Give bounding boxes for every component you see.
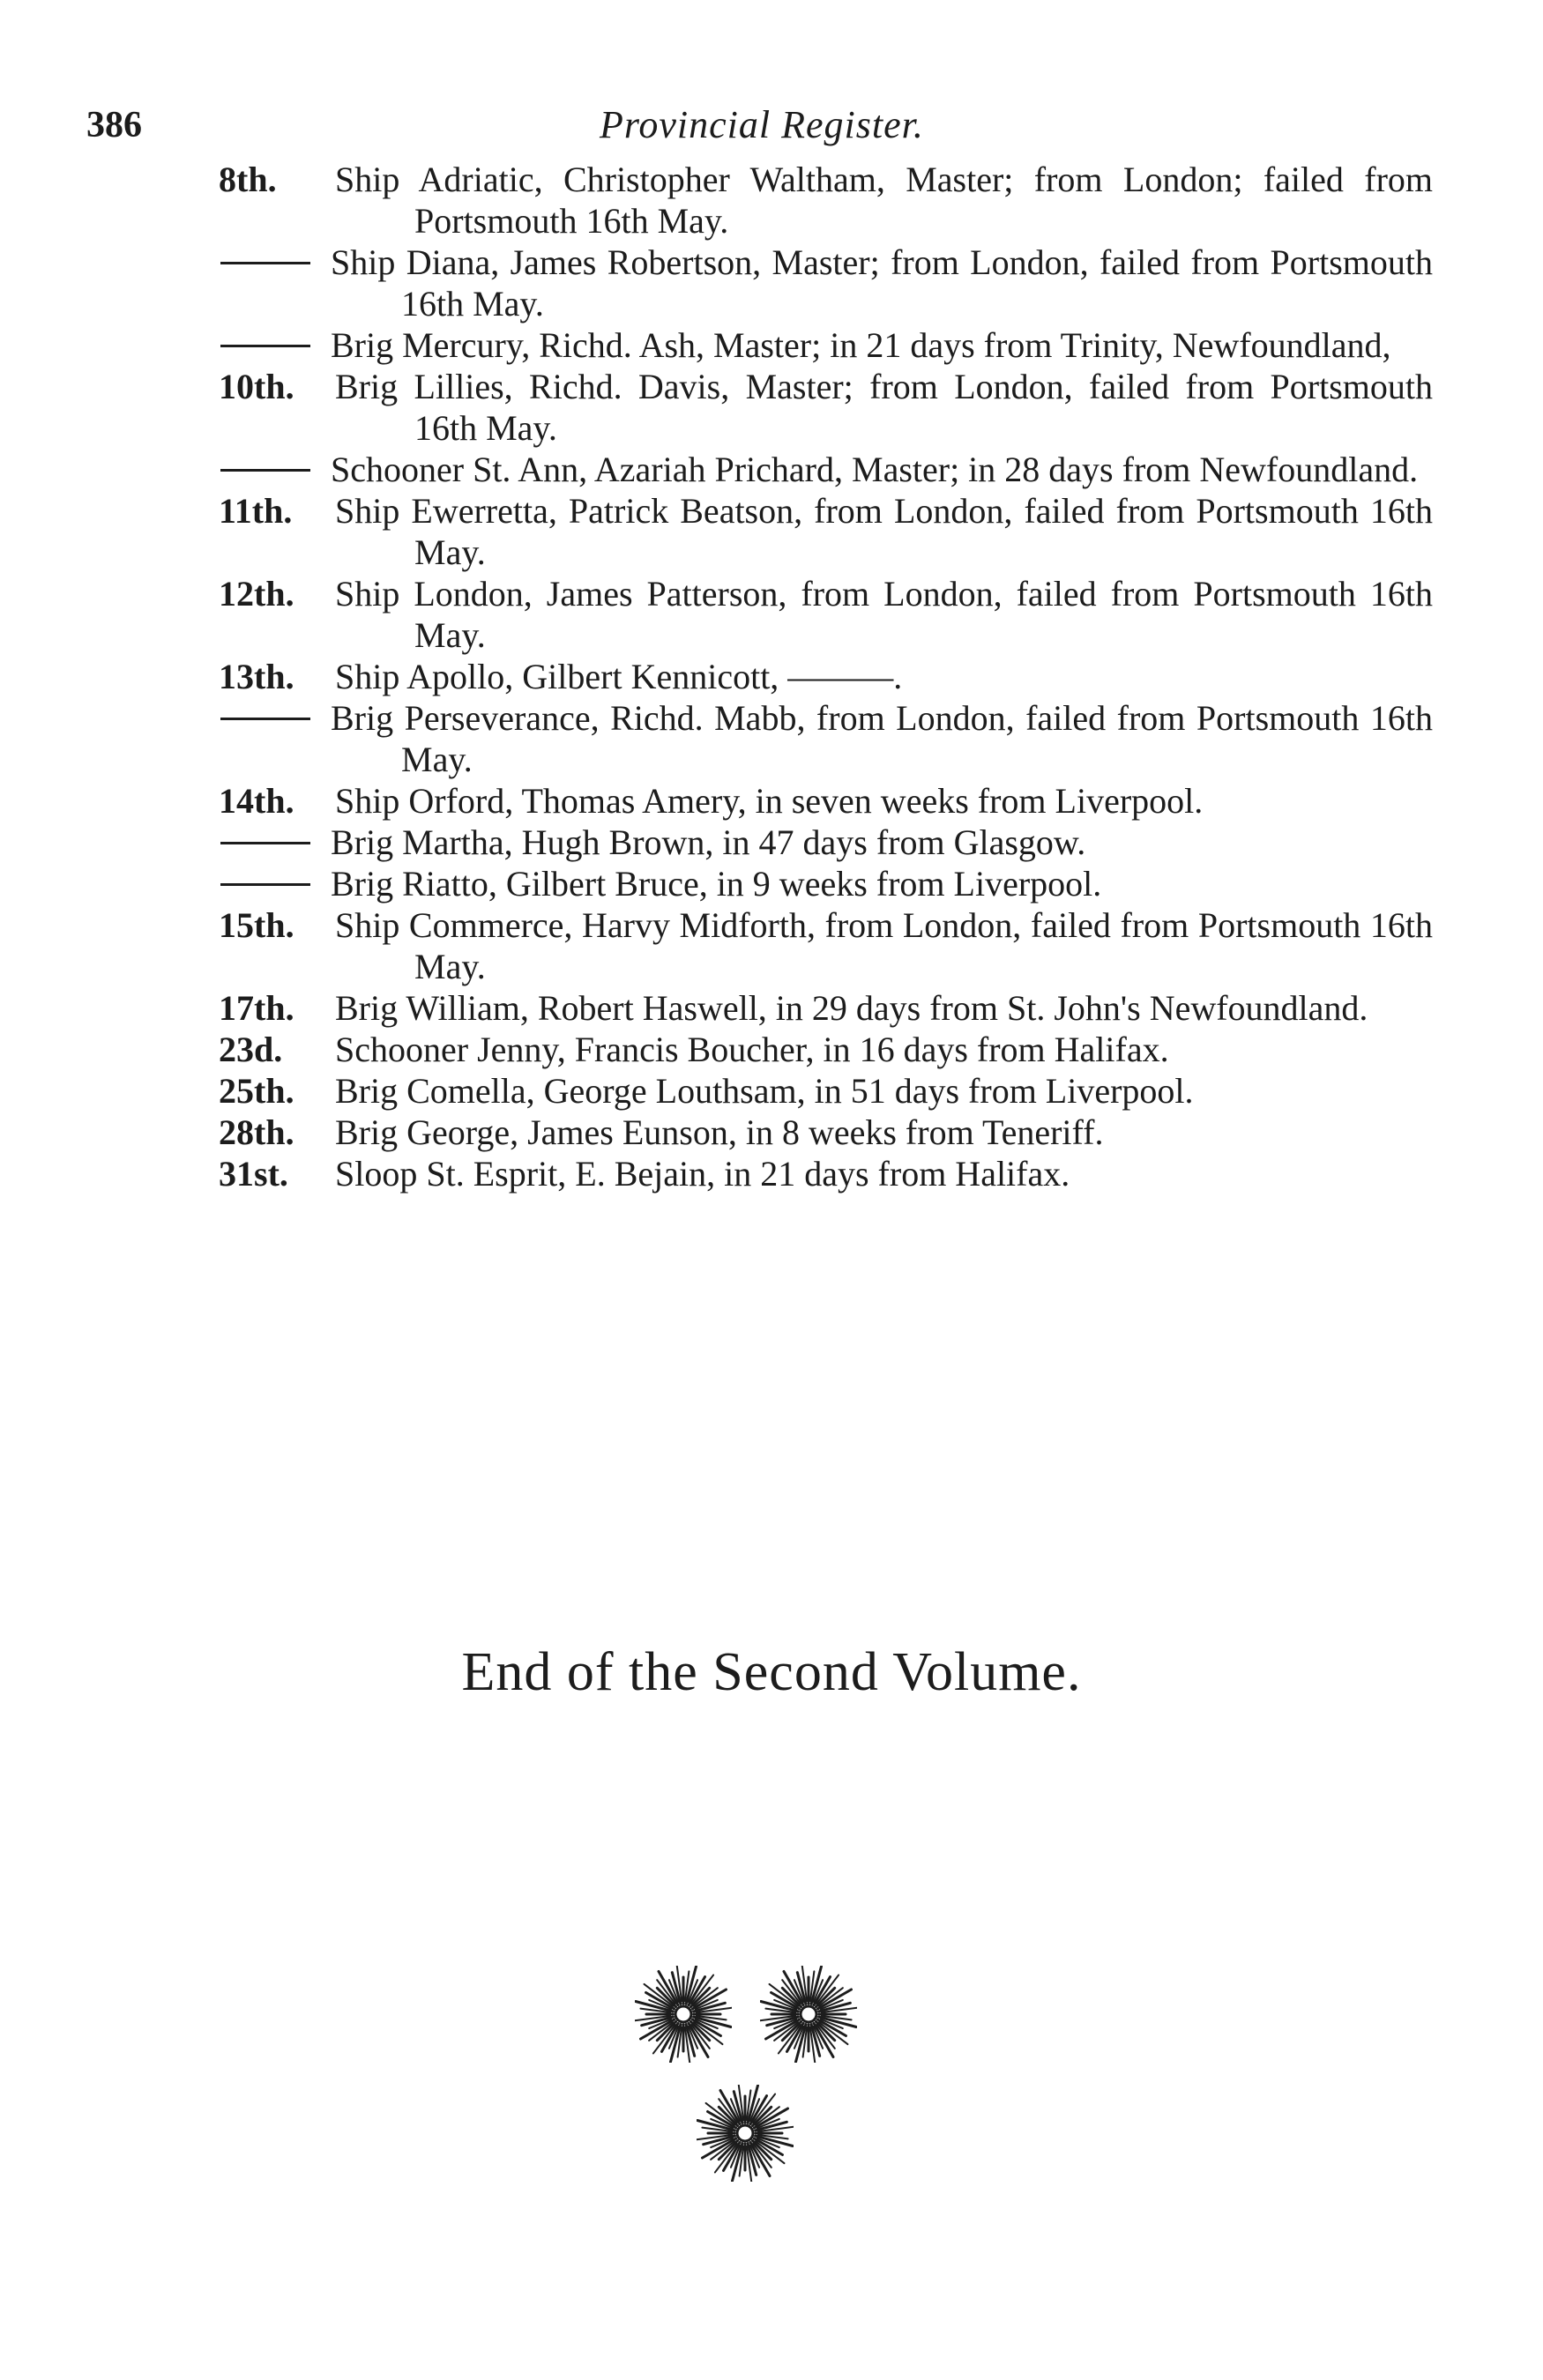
entry-date <box>219 242 333 283</box>
running-head: Provincial Register. <box>600 103 924 146</box>
entry-date <box>219 863 333 904</box>
entry-date <box>219 449 333 490</box>
entry-text: Ship Ewerretta, Patrick Beatson, from London, failed from Portsmouth 16th May. <box>335 491 1433 572</box>
register-entry <box>0 573 1543 656</box>
entry-date <box>219 822 333 863</box>
entry-text: Ship Adriatic, Christopher Waltham, Master; from London; failed from Portsmouth 16th May. <box>335 160 1433 241</box>
register-entry <box>0 1153 1543 1194</box>
entry-text: Brig Comella, George Louthsam, in 51 days from Liverpool. <box>335 1071 1194 1111</box>
page-number: 386 <box>86 105 142 145</box>
entry-date: 31st. <box>219 1154 288 1194</box>
register-entry <box>0 449 1543 490</box>
entry-text: Brig Perseverance, Richd. Mabb, from London, failed from Portsmouth 16th May. <box>331 698 1433 779</box>
register-entry <box>0 1070 1543 1112</box>
register-entry <box>0 324 1543 366</box>
register-entries <box>0 159 1543 1194</box>
register-entry <box>0 1112 1543 1153</box>
entry-text: Ship Commerce, Harvy Midforth, from London, failed from Portsmouth 16th May. <box>335 905 1433 986</box>
register-entry <box>0 656 1543 697</box>
entry-date: 15th. <box>219 905 294 945</box>
register-entry <box>0 1029 1543 1070</box>
entry-date: 17th. <box>219 988 294 1028</box>
register-entry <box>0 904 1543 987</box>
entry-text: Ship Apollo, Gilbert Kennicott, ———. <box>335 657 903 696</box>
entry-text: Ship Orford, Thomas Amery, in seven weeks from Liverpool. <box>335 781 1204 821</box>
starburst-icon <box>635 1966 732 2063</box>
entry-date: 23d. <box>219 1030 283 1069</box>
entry-text: Sloop St. Esprit, E. Bejain, in 21 days from Halifax. <box>335 1154 1070 1194</box>
register-entry <box>0 822 1543 863</box>
entry-text: Brig George, James Eunson, in 8 weeks from Teneriff. <box>335 1112 1104 1152</box>
register-entry <box>0 987 1543 1029</box>
register-entry <box>0 366 1543 449</box>
entry-date <box>219 697 333 739</box>
entry-date: 12th. <box>219 574 294 614</box>
register-entry <box>0 780 1543 822</box>
entry-text: Brig Riatto, Gilbert Bruce, in 9 weeks from Liverpool. <box>331 864 1102 904</box>
entry-date: 13th. <box>219 657 294 696</box>
entry-text: Schooner Jenny, Francis Boucher, in 16 days from Halifax. <box>335 1030 1169 1069</box>
entry-date: 8th. <box>219 160 277 199</box>
entry-text: Brig William, Robert Haswell, in 29 days from St. John's Newfoundland. <box>335 988 1368 1028</box>
entry-text: Ship Diana, James Robertson, Master; from London, failed from Portsmouth 16th May. <box>331 242 1433 324</box>
entry-date <box>219 324 333 366</box>
entry-date: 10th. <box>219 367 294 406</box>
closing-line: End of the Second Volume. <box>461 1642 1082 1702</box>
entry-date: 28th. <box>219 1112 294 1152</box>
entry-text: Brig Martha, Hugh Brown, in 47 days from Glasgow. <box>331 822 1086 862</box>
starburst-icon <box>760 1966 857 2063</box>
register-entry <box>0 242 1543 324</box>
register-entry <box>0 697 1543 780</box>
entry-text: Ship London, James Patterson, from London, failed from Portsmouth 16th May. <box>335 574 1433 655</box>
entry-date: 11th. <box>219 491 293 531</box>
entry-date: 25th. <box>219 1071 294 1111</box>
entry-date: 14th. <box>219 781 294 821</box>
starburst-icon <box>697 2085 794 2182</box>
register-entry <box>0 863 1543 904</box>
register-entry <box>0 490 1543 573</box>
entry-text: Schooner St. Ann, Azariah Prichard, Master; in 28 days from Newfoundland. <box>331 450 1419 489</box>
register-entry <box>0 159 1543 242</box>
entry-text: Brig Lillies, Richd. Davis, Master; from London, failed from Portsmouth 16th May. <box>335 367 1433 448</box>
entry-text: Brig Mercury, Richd. Ash, Master; in 21 days from Trinity, Newfoundland, <box>331 325 1391 365</box>
